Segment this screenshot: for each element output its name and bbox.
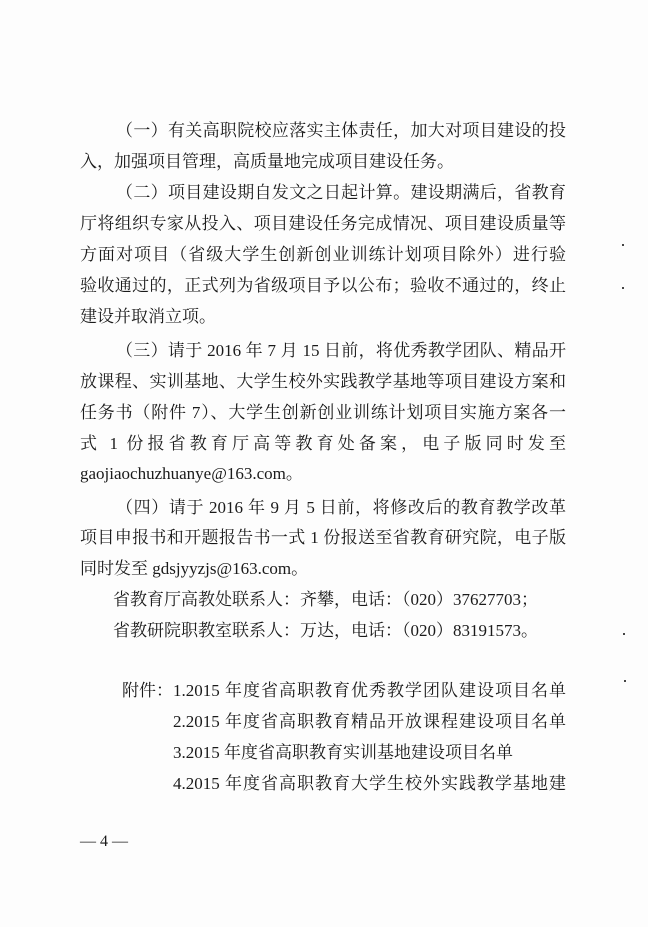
paragraph-3-line-3: 任务书（附件 7）、大学生创新创业训练计划项目实施方案各一 — [80, 403, 566, 422]
contact-line-2: 省教研院职教室联系人：万达，电话：（020）83191573。 — [113, 621, 538, 640]
page-number: — 4 — — [80, 833, 128, 850]
paragraph-2-line-3: 方面对项目（省级大学生创新创业训练计划项目除外）进行验 — [80, 245, 566, 264]
paragraph-1-line-2: 入，加强项目管理，高质量地完成项目建设任务。 — [80, 152, 454, 171]
attachments-label: 附件： — [122, 681, 173, 700]
paragraph-2-line-1: （二）项目建设期自发文之日起计算。建设期满后，省教育 — [116, 183, 566, 202]
paragraph-4-line-3: 同时发至 gdsjyyzjs@163.com。 — [80, 559, 309, 578]
paragraph-1-line-1: （一）有关高职院校应落实主体责任，加大对项目建设的投 — [116, 121, 566, 140]
paragraph-4-line-2: 项目申报书和开题报告书一式 1 份报送至省教育研究院，电子版 — [80, 528, 566, 547]
attachment-item-4: 4.2015 年度省高职教育大学生校外实践教学基地建 — [173, 774, 566, 793]
paragraph-3-line-2: 放课程、实训基地、大学生校外实践教学基地等项目建设方案和 — [80, 372, 566, 391]
attachment-item-2: 2.2015 年度省高职教育精品开放课程建设项目名单 — [173, 712, 566, 731]
contact-line-1: 省教育厅高教处联系人：齐攀，电话：（020）37627703； — [113, 590, 538, 609]
paragraph-4-line-1: （四）请于 2016 年 9 月 5 日前，将修改后的教育教学改革 — [116, 498, 566, 517]
paragraph-3-line-1: （三）请于 2016 年 7 月 15 日前，将优秀教学团队、精品开 — [116, 341, 566, 360]
scan-speck — [624, 680, 626, 682]
paragraph-2-line-5: 建设并取消立项。 — [80, 307, 216, 326]
scan-speck — [622, 244, 624, 246]
paragraph-3-line-4: 式 1 份报省教育厅高等教育处备案，电子版同时发至 — [80, 434, 566, 453]
paragraph-3-email: gaojiaochuzhuanye@163.com。 — [80, 464, 303, 483]
scan-speck — [623, 633, 625, 635]
paragraph-2-line-4: 验收通过的，正式列为省级项目予以公布；验收不通过的，终止 — [80, 276, 566, 295]
scan-speck — [622, 287, 624, 289]
attachment-item-3: 3.2015 年度省高职教育实训基地建设项目名单 — [173, 743, 513, 762]
attachment-item-1: 1.2015 年度省高职教育优秀教学团队建设项目名单 — [173, 681, 566, 700]
paragraph-2-line-2: 厅将组织专家从投入、项目建设任务完成情况、项目建设质量等 — [80, 214, 566, 233]
